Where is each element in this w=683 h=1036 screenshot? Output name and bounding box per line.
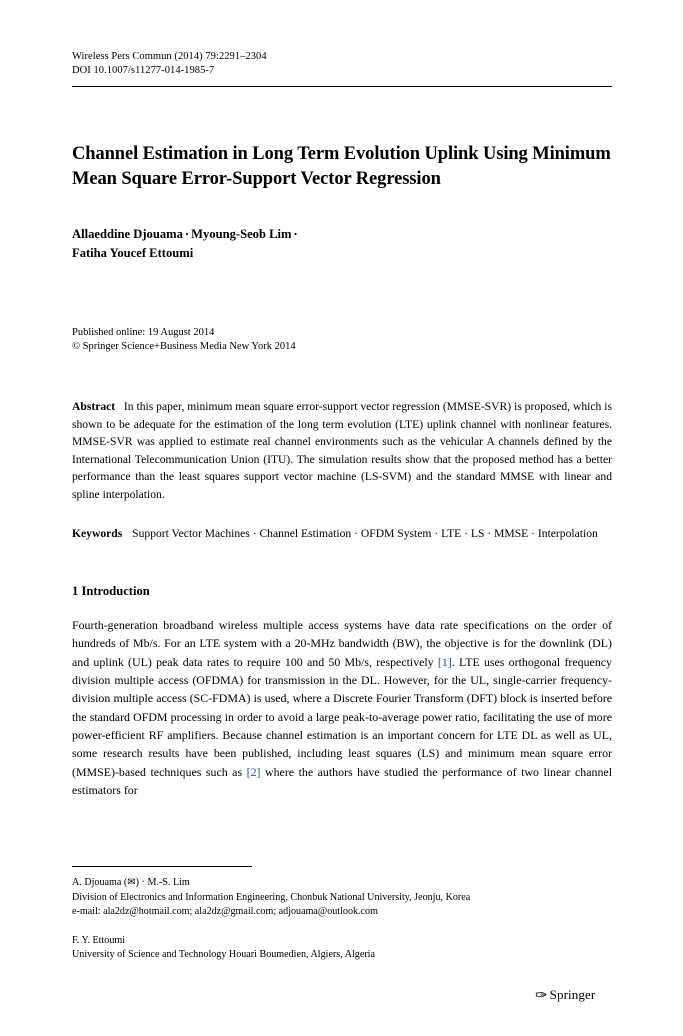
footnote-area <box>72 866 612 963</box>
keywords-text: Support Vector Machines · Channel Estimation · OFDM System · LTE · LS · MMSE · Interpolation <box>132 526 598 540</box>
journal-citation: Wireless Pers Commun (2014) 79:2291–2304 <box>72 51 267 62</box>
author-name-3: Fatiha Youcef Ettoumi <box>72 246 194 260</box>
intro-text-part-3: where the authors have studied the performance of two linear channel estimators for <box>72 764 613 797</box>
intro-text-part-1: Fourth-generation broadband wireless multiple access systems have data rate specifications on the order of hundreds of Mb/s. For an LTE system with a 20-MHz bandwidth (BW), the objective is for the downlink (DL) and uplink (UL) peak data rates to require 100 and 50 Mb/s, respectively <box>72 618 612 669</box>
paper-content <box>72 50 612 799</box>
citation-link-1[interactable]: [1] <box>437 654 452 669</box>
author-list <box>72 225 612 263</box>
keywords-label: Keywords <box>72 526 123 540</box>
springer-logo <box>535 985 595 1004</box>
footnote-block-1 <box>72 876 612 920</box>
keywords-section <box>72 525 612 543</box>
citation-link-2[interactable]: [2] <box>246 764 261 779</box>
abstract-text: In this paper, minimum mean square error-support vector regression (MMSE-SVR) is proposed, which is shown to be adequate for the estimation of the long term evolution (LTE) uplink channel with nonlinear features. MMSE-SVR was applied to estimate real channel environments such as the vehicular A channels defined by the International Telecommunication Union (ITU). The simulation results show that the proposed method has a better performance than the least squares support vector machine (LS-SVM) and the standard MMSE with linear and spline interpolation. <box>72 400 612 501</box>
footnote-author-1: A. Djouama (✉) · M.-S. Lim <box>72 877 190 888</box>
abstract-label: Abstract <box>72 400 116 413</box>
header-divider <box>72 86 612 87</box>
journal-header <box>72 50 612 87</box>
footnote-divider <box>72 866 252 867</box>
author-separator: · <box>184 227 190 241</box>
published-online-date: Published online: 19 August 2014 <box>72 327 215 338</box>
intro-paragraph <box>72 616 612 799</box>
intro-text-part-2: . LTE uses orthogonal frequency division multiple access (OFDMA) for transmission in the DL. However, for the UL, single-carrier frequency-division multiple access (SC-FDMA) is used, where a Discrete Fourier Transform (DFT) block is inserted before the standard OFDM processing in order to avoid a large peak-to-average power ratio, facilitating the use of more power-efficient RF amplifiers. Because channel estimation is an important concern for LTE DL as well as UL, some research results have been published, including least squares (LS) and minimum mean square error (MMSE)-based techniques such as <box>72 654 612 779</box>
author-name-2: Myoung-Seob Lim <box>191 227 292 241</box>
springer-wordmark: Springer <box>549 987 596 1002</box>
footnote-author-2: F. Y. Ettoumi <box>72 934 126 946</box>
springer-mark-icon: ✑ <box>535 988 548 1004</box>
footnote-block-2 <box>72 934 612 963</box>
footnote-email[interactable]: e-mail: ala2dz@hotmail.com; ala2dz@gmail.com; adjouama@outlook.com <box>72 906 378 917</box>
footnote-affiliation-1: Division of Electronics and Information Engineering, Chonbuk National University, Jeonju, Korea <box>72 891 471 903</box>
journal-doi: DOI 10.1007/s11277-014-1985-7 <box>72 65 215 76</box>
publication-info <box>72 326 612 354</box>
abstract-section <box>72 398 612 504</box>
footnote-affiliation-2: University of Science and Technology Houari Boumedien, Algiers, Algeria <box>72 949 375 960</box>
author-separator-2: · <box>293 227 298 241</box>
copyright-line: © Springer Science+Business Media New York 2014 <box>72 341 296 352</box>
section-heading: 1 Introduction <box>72 584 150 599</box>
author-name-1: Allaeddine Djouama <box>72 227 183 241</box>
page-title: Channel Estimation in Long Term Evolution Uplink Using Minimum Mean Square Error-Support Vector Regression <box>72 144 611 189</box>
